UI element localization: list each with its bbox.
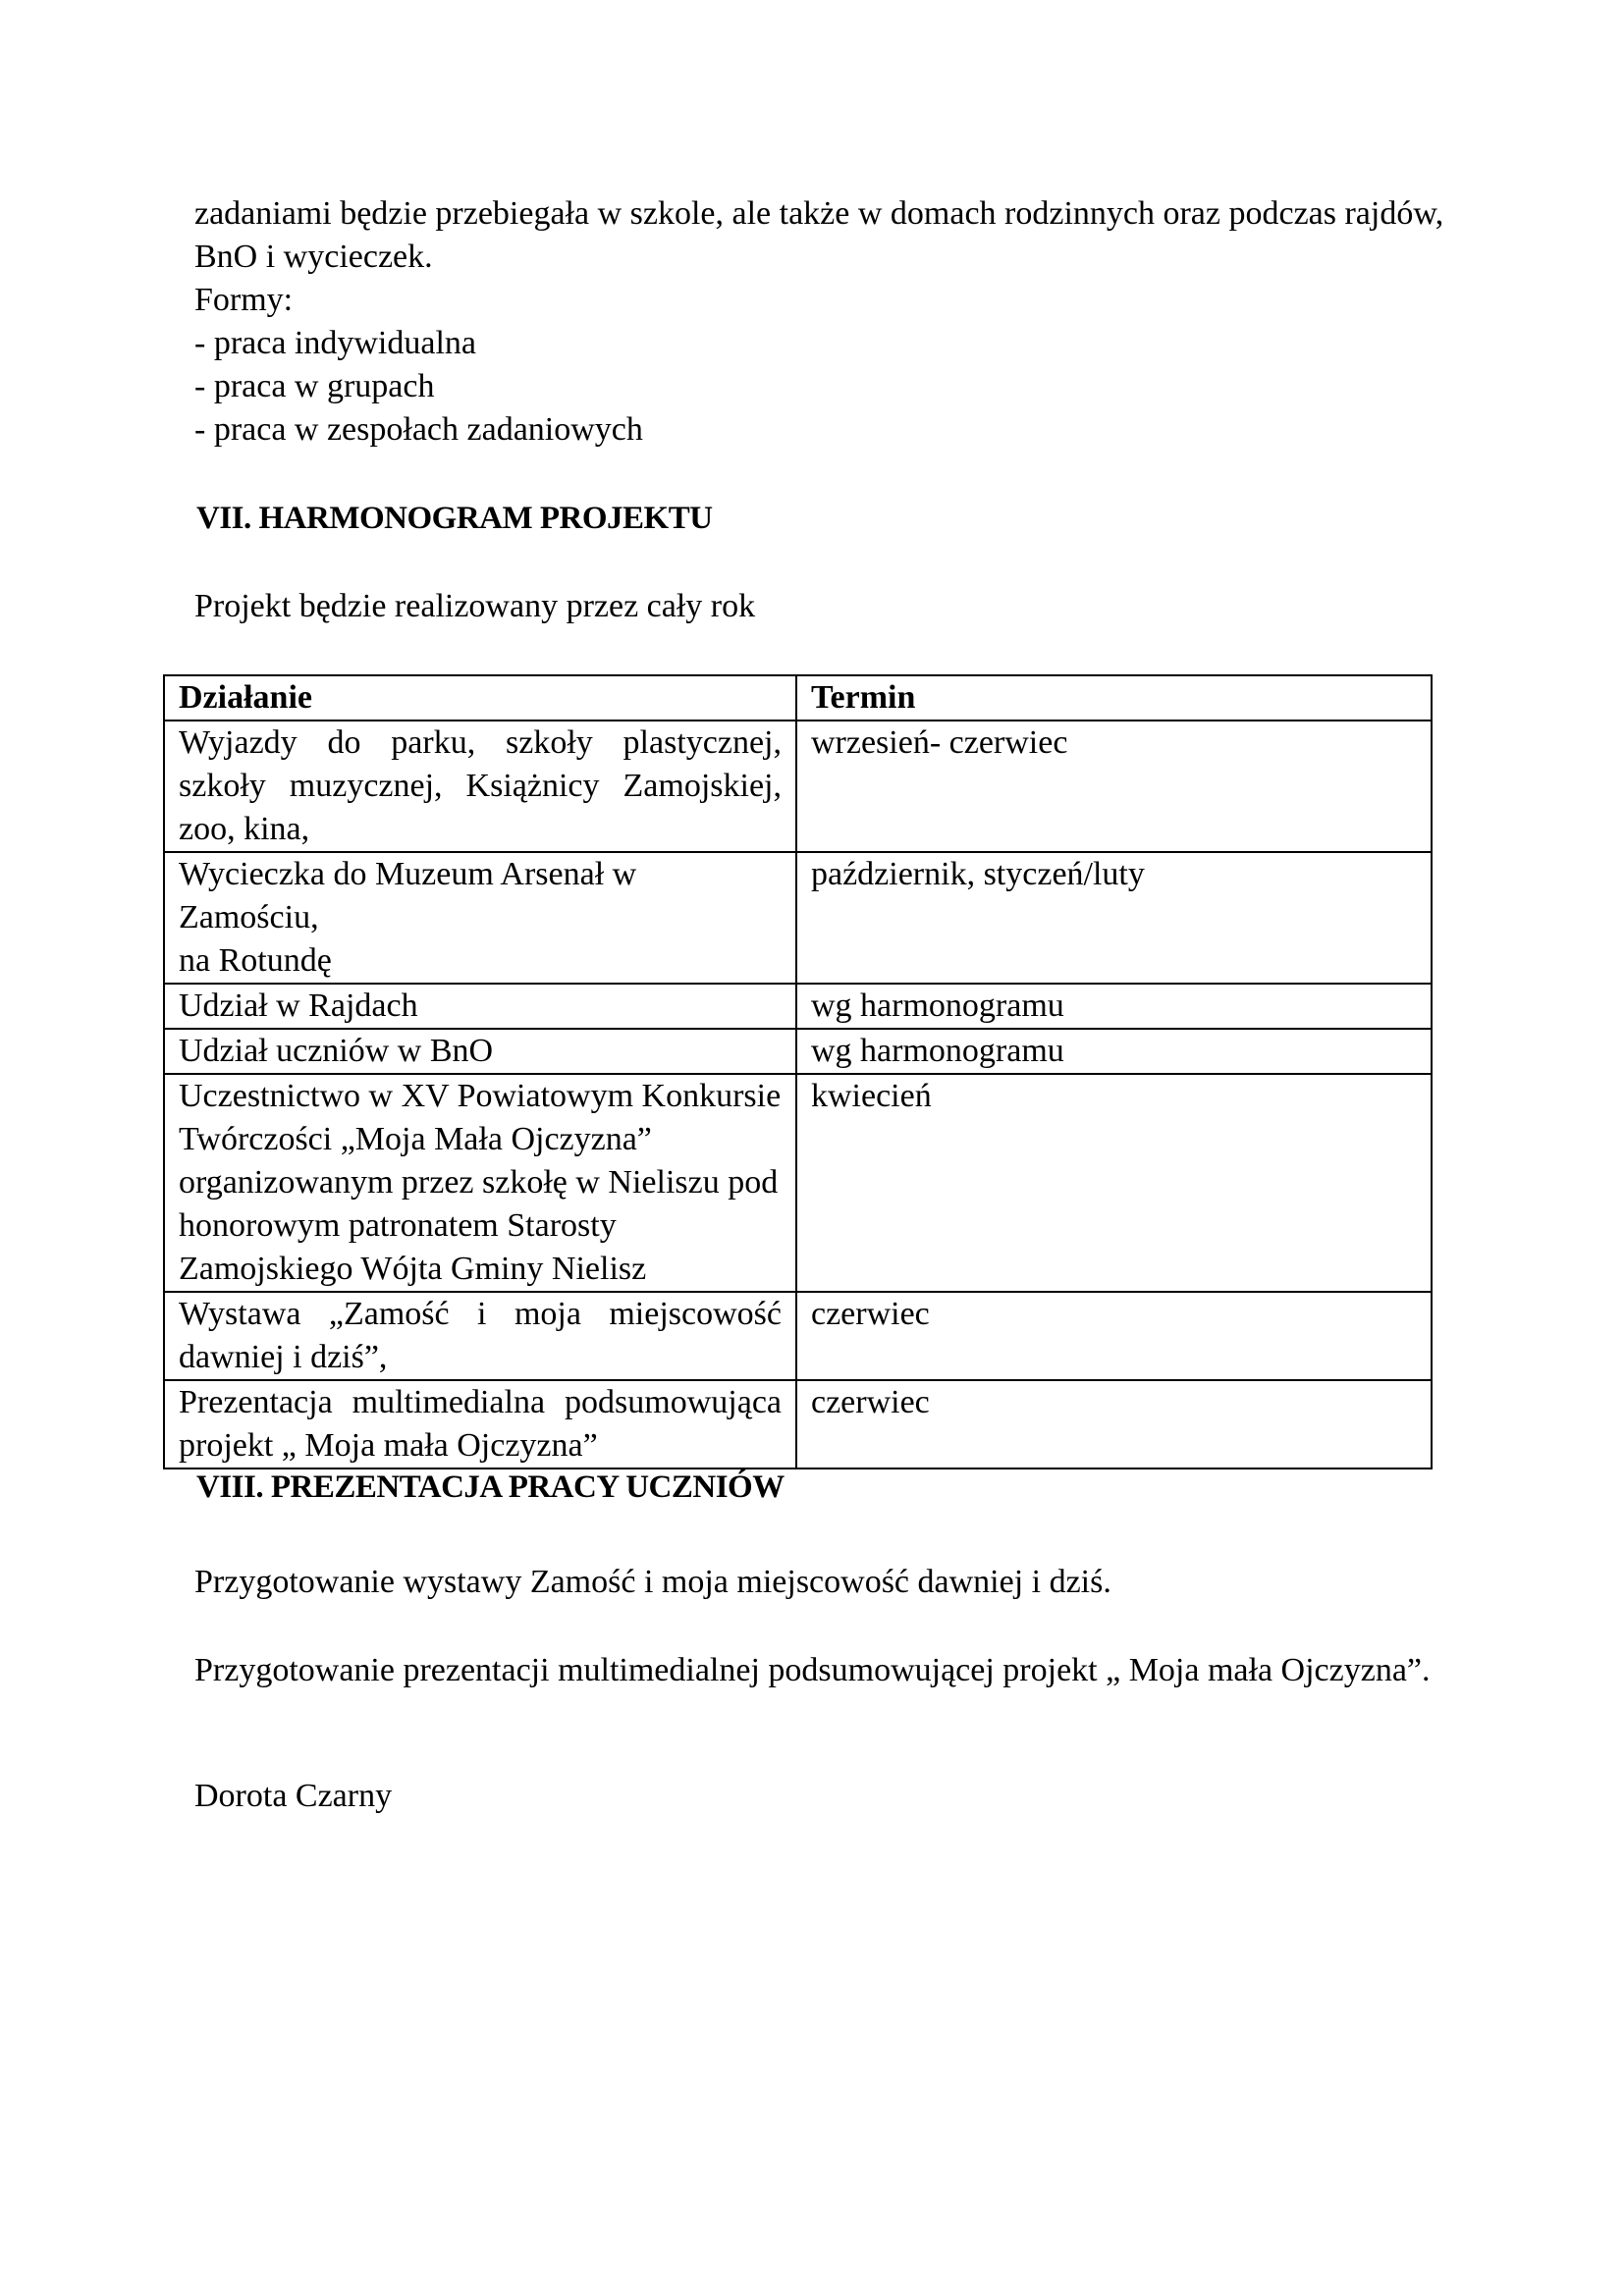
table-row [164, 1029, 1432, 1074]
term-cell: czerwiec [796, 1292, 1432, 1380]
presentation-paragraph: Przygotowanie prezentacji multimedialnej podsumowującej projekt „ Moja mała Ojczyzna”. [194, 1652, 1431, 1688]
header-action: Działanie [164, 675, 796, 721]
intro-line: - praca indywidualna [194, 325, 476, 361]
action-line: Uczestnictwo w XV Powiatowym Konkursie [179, 1078, 782, 1114]
term-cell: wg harmonogramu [796, 1029, 1432, 1074]
action-line: dawniej i dziś”, [179, 1339, 388, 1375]
intro-line: BnO i wycieczek. [194, 239, 433, 275]
action-line: Wycieczka do Muzeum Arsenał w Zamościu, [179, 856, 637, 935]
term-cell: wg harmonogramu [796, 984, 1432, 1029]
action-cell [164, 1292, 796, 1380]
action-line: Twórczości „Moja Mała Ojczyzna” [179, 1121, 652, 1157]
table-header-row [164, 675, 1432, 721]
author-name: Dorota Czarny [194, 1778, 393, 1814]
schedule-table [163, 674, 1433, 1469]
table-row [164, 852, 1432, 984]
exhibition-paragraph: Przygotowanie wystawy Zamość i moja miejscowość dawniej i dziś. [194, 1564, 1111, 1600]
action-line: zoo, kina, [179, 811, 310, 847]
table-row [164, 1380, 1432, 1468]
section-heading-harmonogram: VII. HARMONOGRAM PROJEKTU [196, 501, 713, 536]
action-cell [164, 1074, 796, 1292]
action-line: na Rotundę [179, 942, 332, 979]
table-row [164, 1074, 1432, 1292]
intro-line: - praca w grupach [194, 368, 435, 404]
action-cell [164, 852, 796, 984]
action-line: Wystawa „Zamość i moja miejscowość [179, 1296, 782, 1332]
action-line: Udział uczniów w BnO [179, 1033, 494, 1069]
intro-line: Formy: [194, 282, 294, 318]
table-row [164, 1292, 1432, 1380]
intro-line: zadaniami będzie przebiegała w szkole, ale także w domach rodzinnych oraz podczas rajdów, [194, 195, 1444, 232]
action-cell [164, 721, 796, 852]
table-row [164, 721, 1432, 852]
intro-paragraph [194, 192, 1471, 452]
term-cell: kwiecień [796, 1074, 1432, 1292]
action-line: honorowym patronatem Starosty [179, 1207, 617, 1244]
term-cell: październik, styczeń/luty [796, 852, 1432, 984]
action-line: Prezentacja multimedialna podsumowująca [179, 1384, 782, 1420]
term-cell: czerwiec [796, 1380, 1432, 1468]
intro-line: - praca w zespołach zadaniowych [194, 411, 643, 448]
action-line: Udział w Rajdach [179, 988, 418, 1024]
action-line: organizowanym przez szkołę w Nieliszu pod [179, 1164, 779, 1201]
action-cell [164, 1380, 796, 1468]
action-line: projekt „ Moja mała Ojczyzna” [179, 1427, 598, 1464]
term-cell: wrzesień- czerwiec [796, 721, 1432, 852]
action-line: Wyjazdy do parku, szkoły plastycznej, [179, 724, 782, 761]
action-line: Zamojskiego Wójta Gminy Nielisz [179, 1251, 647, 1287]
action-line: szkoły muzycznej, Książnicy Zamojskiej, [179, 768, 782, 804]
table-row [164, 984, 1432, 1029]
project-duration-text: Projekt będzie realizowany przez cały rok [194, 588, 756, 624]
action-cell [164, 984, 796, 1029]
action-cell [164, 1029, 796, 1074]
section-heading-prezentacja: VIII. PREZENTACJA PRACY UCZNIÓW [196, 1469, 785, 1505]
header-term: Termin [796, 675, 1432, 721]
